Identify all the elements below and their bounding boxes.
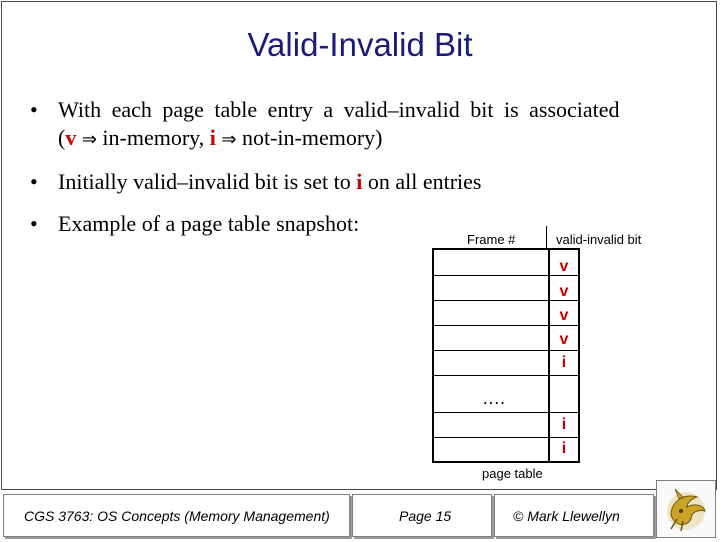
ucf-pegasus-logo-icon [656, 480, 716, 538]
implies-symbol-2: ⇒ [221, 129, 237, 150]
logo-graphic [657, 481, 715, 537]
row-divider [434, 325, 578, 326]
bit-cell: v [559, 258, 569, 275]
valid-invalid-bit-header: valid-invalid bit [556, 232, 642, 247]
bullet-marker: • [30, 211, 38, 236]
in-memory-text: in-memory, [96, 125, 210, 150]
not-in-memory-text: not-in-memory) [236, 125, 383, 150]
header-divider [546, 226, 547, 250]
bit-cell: v [559, 307, 569, 324]
bullet-text-after: on all entries [362, 169, 482, 194]
bullet-line-1: With each page table entry a valid–invalid bit is associated [58, 97, 620, 122]
row-divider [434, 350, 578, 351]
bit-cell: v [559, 283, 569, 300]
invalid-bit-symbol: i [356, 169, 363, 194]
bullet-text-before: Initially valid–invalid bit is set to [58, 169, 357, 194]
row-divider [434, 375, 578, 376]
row-divider [434, 437, 578, 438]
bullet-line-2 [58, 124, 620, 154]
footer-course: CGS 3763: OS Concepts (Memory Management) [3, 494, 350, 537]
bit-cell: i [561, 416, 567, 433]
footer-author: © Mark Llewellyn [494, 494, 654, 537]
row-divider [434, 412, 578, 413]
bullet-text: Example of a page table snapshot: [58, 211, 360, 236]
page-table-caption: page table [482, 466, 543, 481]
bullet-text [58, 96, 620, 154]
valid-bit-symbol: v [65, 125, 77, 150]
slide-footer [0, 492, 720, 540]
frame-number-header: Frame # [467, 232, 516, 247]
bit-cell: v [559, 331, 569, 348]
bullet-marker: • [30, 97, 38, 122]
bullet-marker: • [30, 169, 38, 194]
ellipsis: …. [482, 388, 506, 408]
paren-open: ( [58, 125, 66, 150]
page-table [432, 248, 580, 463]
slide-title: Valid-Invalid Bit [247, 26, 473, 63]
bit-cell: i [561, 440, 567, 457]
invalid-bit-symbol: i [209, 125, 216, 150]
footer-page-number: Page 15 [352, 494, 492, 537]
bit-cell: i [561, 354, 567, 371]
implies-symbol: ⇒ [81, 129, 97, 150]
bullet-text [58, 168, 481, 196]
